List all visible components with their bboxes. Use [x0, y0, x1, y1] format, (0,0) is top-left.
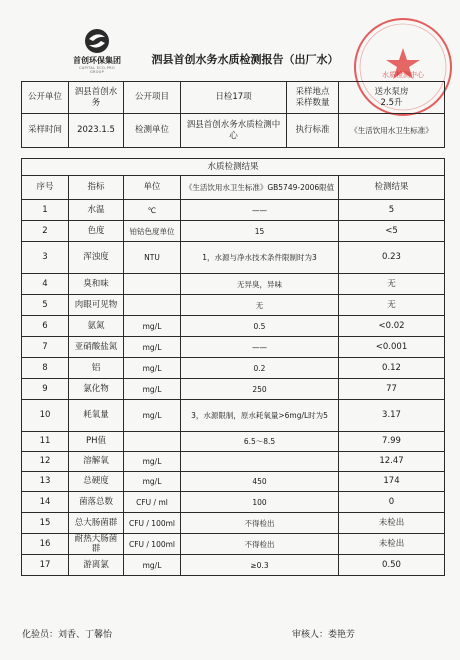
limit-cell: 100: [181, 492, 339, 513]
row-number: 5: [22, 295, 69, 316]
table-row: [22, 492, 445, 513]
info-label: 公开项目: [124, 82, 181, 114]
result-cell: 未检出: [339, 513, 445, 534]
row-number: 8: [22, 358, 69, 379]
result-cell: <0.02: [339, 316, 445, 337]
indicator-name: 溶解氧: [69, 452, 124, 472]
logo-subtitle: CAPITAL ECO-PRO GROUP: [79, 66, 115, 74]
info-value-line: 送水泵房: [374, 87, 409, 98]
unit-cell: NTU: [124, 242, 181, 274]
limit-cell: [181, 452, 339, 472]
column-header: 《生活饮用水卫生标准》GB5749-2006限值: [181, 176, 339, 200]
column-header: 单位: [124, 176, 181, 200]
indicator-name: 浑浊度: [69, 242, 124, 274]
row-number: 12: [22, 452, 69, 472]
indicator-name: 游离氯: [69, 555, 124, 576]
header-row: [22, 176, 445, 200]
unit-cell: mg/L: [124, 452, 181, 472]
result-cell: 未检出: [339, 534, 445, 555]
unit-cell: [124, 274, 181, 295]
table-row: [22, 555, 445, 576]
table-row: [22, 316, 445, 337]
row-number: 11: [22, 432, 69, 452]
unit-cell: [124, 432, 181, 452]
limit-cell: 无异臭，异味: [181, 274, 339, 295]
unit-cell: CFU / ml: [124, 492, 181, 513]
result-cell: 0.50: [339, 555, 445, 576]
unit-cell: CFU / 100ml: [124, 513, 181, 534]
row-number: 7: [22, 337, 69, 358]
table-row: [22, 337, 445, 358]
limit-cell: 不得检出: [181, 534, 339, 555]
table-row: [22, 513, 445, 534]
result-cell: 7.99: [339, 432, 445, 452]
unit-cell: ℃: [124, 200, 181, 221]
indicator-name: 水温: [69, 200, 124, 221]
info-label: 公开单位: [22, 82, 69, 114]
result-cell: 无: [339, 274, 445, 295]
row-number: 6: [22, 316, 69, 337]
seal-text: 水质检测中心: [382, 71, 424, 79]
limit-cell: 1，水源与净水技术条件限制时为3: [181, 242, 339, 274]
unit-cell: [124, 295, 181, 316]
row-number: 4: [22, 274, 69, 295]
unit-cell: mg/L: [124, 316, 181, 337]
analyst-signature: 化验员：刘香、丁馨怡: [22, 630, 113, 640]
limit-cell: 不得检出: [181, 513, 339, 534]
table-row: [22, 274, 445, 295]
table-row: [22, 221, 445, 242]
unit-cell: mg/L: [124, 379, 181, 400]
spacer-row: [22, 148, 445, 159]
unit-cell: mg/L: [124, 358, 181, 379]
info-value: 日检17项: [181, 82, 287, 114]
table-row: [22, 472, 445, 492]
unit-cell: mg/L: [124, 472, 181, 492]
report-table: [21, 81, 445, 576]
unit-cell: CFU / 100ml: [124, 534, 181, 555]
result-cell: 174: [339, 472, 445, 492]
limit-cell: ≥0.3: [181, 555, 339, 576]
table-row: [22, 242, 445, 274]
table-row: [22, 295, 445, 316]
result-cell: 无: [339, 295, 445, 316]
unit-cell: 铂钴色度单位: [124, 221, 181, 242]
table-row: [22, 379, 445, 400]
info-row-2: [22, 114, 445, 148]
indicator-name: 色度: [69, 221, 124, 242]
result-cell: 0.12: [339, 358, 445, 379]
column-header: 检测结果: [339, 176, 445, 200]
limit-cell: 250: [181, 379, 339, 400]
limit-cell: 0.2: [181, 358, 339, 379]
indicator-name: 耗氧量: [69, 400, 124, 432]
indicator-name: 氯化物: [69, 379, 124, 400]
spacer-cell: [22, 148, 445, 159]
info-value: [339, 82, 445, 114]
result-cell: 77: [339, 379, 445, 400]
info-value: 泗县首创水务: [69, 82, 124, 114]
column-header: 序号: [22, 176, 69, 200]
limit-cell: 0.5: [181, 316, 339, 337]
row-number: 1: [22, 200, 69, 221]
company-logo: [72, 28, 122, 74]
info-label: 检测单位: [124, 114, 181, 148]
table-row: [22, 452, 445, 472]
info-value-line: 2.5升: [380, 97, 403, 108]
result-cell: <5: [339, 221, 445, 242]
unit-cell: mg/L: [124, 337, 181, 358]
indicator-name: 氨氮: [69, 316, 124, 337]
info-row-1: [22, 82, 445, 114]
row-number: 3: [22, 242, 69, 274]
limit-cell: 无: [181, 295, 339, 316]
indicator-name: 铝: [69, 358, 124, 379]
unit-cell: mg/L: [124, 400, 181, 432]
result-cell: 0: [339, 492, 445, 513]
info-label: [287, 82, 339, 114]
indicator-name: 耐热大肠菌群: [69, 534, 124, 555]
row-number: 10: [22, 400, 69, 432]
row-number: 17: [22, 555, 69, 576]
column-header: 指标: [69, 176, 124, 200]
indicator-name: PH值: [69, 432, 124, 452]
logo-icon: [84, 28, 110, 54]
row-number: 16: [22, 534, 69, 555]
limit-cell: 450: [181, 472, 339, 492]
info-label: 执行标准: [287, 114, 339, 148]
result-cell: 12.47: [339, 452, 445, 472]
result-cell: 3.17: [339, 400, 445, 432]
info-label-line: 采样数量: [295, 97, 330, 108]
row-number: 15: [22, 513, 69, 534]
row-number: 9: [22, 379, 69, 400]
info-label-line: 采样地点: [295, 87, 330, 98]
table-row: [22, 432, 445, 452]
table-row: [22, 200, 445, 221]
indicator-name: 臭和味: [69, 274, 124, 295]
result-cell: 5: [339, 200, 445, 221]
info-label: 采样时间: [22, 114, 69, 148]
info-value: 泗县首创水务水质检测中心: [181, 114, 287, 148]
report-title: 泗县首创水务水质检测报告（出厂水）: [151, 53, 339, 66]
result-cell: 0.23: [339, 242, 445, 274]
indicator-name: 肉眼可见物: [69, 295, 124, 316]
indicator-name: 总大肠菌群: [69, 513, 124, 534]
table-row: [22, 358, 445, 379]
result-cell: <0.001: [339, 337, 445, 358]
limit-cell: 6.5～8.5: [181, 432, 339, 452]
indicator-name: 总硬度: [69, 472, 124, 492]
limit-cell: ——: [181, 337, 339, 358]
unit-cell: mg/L: [124, 555, 181, 576]
table-row: [22, 400, 445, 432]
logo-name: 首创环保集团: [73, 56, 121, 65]
row-number: 14: [22, 492, 69, 513]
section-title-row: [22, 159, 445, 176]
indicator-name: 亚硝酸盐氮: [69, 337, 124, 358]
limit-cell: 3，水源限制，原水耗氧量>6mg/L时为5: [181, 400, 339, 432]
row-number: 2: [22, 221, 69, 242]
indicator-name: 菌落总数: [69, 492, 124, 513]
info-value: 2023.1.5: [69, 114, 124, 148]
row-number: 13: [22, 472, 69, 492]
table-row: [22, 534, 445, 555]
reviewer-signature: 审核人：娄艳芳: [292, 630, 356, 640]
info-value: 《生活饮用水卫生标准》: [339, 114, 445, 148]
section-title: 水质检测结果: [22, 159, 445, 176]
limit-cell: ——: [181, 200, 339, 221]
limit-cell: 15: [181, 221, 339, 242]
